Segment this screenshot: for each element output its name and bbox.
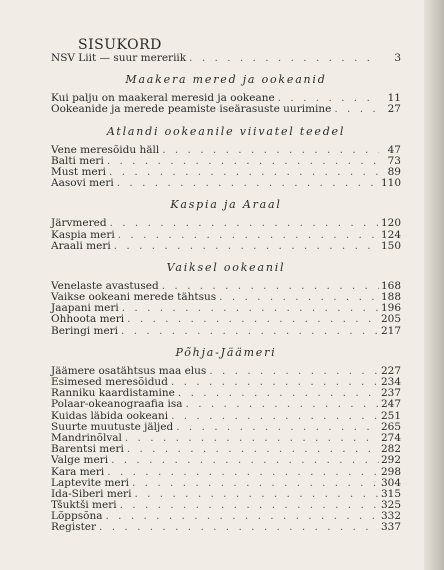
dot-leader — [114, 178, 379, 189]
section-heading: Vaiksel ookeanil — [166, 260, 286, 274]
toc-entry — [51, 511, 401, 522]
dot-leader — [107, 218, 379, 229]
dot-leader — [102, 511, 379, 522]
entry-title: Aasovi meri — [51, 177, 114, 190]
entry-page-number: 274 — [380, 431, 401, 444]
entry-title: Barentsi meri — [51, 443, 124, 456]
entry-page-number: 265 — [380, 420, 401, 433]
entry-title: NSV Liit — suur mereriik — [51, 52, 187, 64]
dot-leader — [183, 399, 379, 410]
dot-leader — [216, 292, 379, 303]
entry-page-number: 247 — [380, 398, 401, 411]
table-of-contents — [51, 53, 401, 534]
entry-page-number: 227 — [380, 364, 401, 377]
toc-entry — [51, 455, 401, 466]
dot-leader — [186, 53, 379, 64]
toc-entry — [51, 500, 401, 511]
dot-leader — [117, 500, 379, 511]
toc-entry — [51, 178, 401, 189]
entry-title: Vaikse ookeani merede tähtsus — [51, 291, 217, 304]
entry-title: Register — [51, 521, 97, 534]
toc-entry — [51, 314, 401, 325]
entry-title: Jaapani meri — [51, 302, 119, 315]
entry-title: Ohhoota meri — [51, 313, 125, 326]
entry-title: Lõppsõna — [51, 510, 103, 523]
dot-leader — [131, 489, 379, 500]
entry-title: Kuidas läbida ookeani — [51, 409, 169, 422]
entry-page-number: 120 — [380, 217, 401, 230]
toc-entry — [51, 241, 401, 252]
dot-leader — [111, 241, 379, 252]
entry-page-number: 315 — [380, 487, 401, 500]
dot-leader — [206, 366, 379, 377]
toc-entry — [51, 326, 401, 337]
dot-leader — [129, 478, 379, 489]
dot-leader — [106, 167, 379, 178]
section-heading: Kaspia ja Araal — [170, 198, 282, 212]
page-title: SISUKORD — [78, 37, 162, 53]
dot-leader — [104, 156, 379, 167]
entry-page-number: 47 — [387, 143, 401, 156]
entry-page-number: 282 — [380, 443, 401, 456]
entry-title: Tšuktši meri — [51, 499, 117, 512]
entry-page-number: 110 — [380, 177, 401, 190]
entry-page-number: 89 — [387, 165, 401, 178]
entry-page-number: 292 — [380, 454, 401, 467]
entry-title: Vene meresõidu häll — [51, 143, 160, 156]
entry-title: Valge meri — [51, 454, 109, 467]
dot-leader — [122, 433, 379, 444]
entry-title: Kui palju on maakeral meresid ja ookeane — [51, 92, 275, 105]
entry-title: Ida-Siberi meri — [51, 487, 132, 500]
toc-entry — [51, 522, 401, 533]
entry-page-number: 3 — [394, 52, 401, 64]
entry-title: Suurte muutuste jäljed — [51, 420, 174, 433]
entry-page-number: 73 — [387, 154, 401, 167]
dot-leader — [124, 444, 379, 455]
entry-page-number: 188 — [380, 291, 401, 304]
entry-page-number: 124 — [380, 228, 401, 241]
entry-title: Beringi meri — [51, 324, 119, 337]
entry-title: Esimesed meresõidud — [51, 376, 168, 388]
entry-title: Balti meri — [51, 154, 104, 167]
entry-page-number: 150 — [380, 239, 401, 252]
entry-page-number: 332 — [380, 510, 401, 523]
section-heading: Maakera mered ja ookeanid — [125, 73, 327, 87]
entry-title: Ranniku kaardistamine — [51, 387, 175, 400]
entry-title: Mandrinõlval — [51, 431, 122, 444]
toc-entry — [51, 104, 401, 115]
dot-leader — [108, 455, 379, 466]
entry-title: Kara meri — [51, 465, 105, 478]
dot-leader — [331, 104, 379, 115]
entry-title: Must meri — [51, 165, 107, 178]
dot-leader — [115, 230, 379, 241]
entry-page-number: 217 — [380, 324, 401, 337]
entry-title: Kaspia meri — [51, 228, 115, 241]
dot-leader — [119, 303, 379, 314]
dot-leader — [173, 422, 379, 433]
dot-leader — [118, 326, 379, 337]
dot-leader — [175, 388, 379, 399]
entry-page-number: 168 — [380, 279, 401, 292]
entry-title: Polaar-okeanograafia isa — [51, 398, 183, 411]
page-edge-shadow — [424, 0, 444, 570]
dot-leader — [168, 377, 379, 388]
entry-page-number: 205 — [380, 313, 401, 326]
entry-page-number: 11 — [387, 92, 401, 105]
section-heading: Atlandi ookeanile viivatel teedel — [106, 124, 346, 138]
toc-entry — [51, 230, 401, 241]
section-heading: Põhja-Jäämeri — [175, 345, 277, 359]
dot-leader — [104, 467, 379, 478]
entry-page-number: 304 — [380, 476, 401, 489]
dot-leader — [159, 145, 379, 156]
entry-page-number: 298 — [380, 465, 401, 478]
dot-leader — [124, 314, 379, 325]
dot-leader — [96, 522, 379, 533]
entry-page-number: 325 — [380, 499, 401, 512]
toc-entry — [51, 53, 401, 64]
entry-page-number: 234 — [380, 376, 401, 388]
entry-title: Ookeanide ja merede peamiste iseärasuste uurimine — [51, 103, 332, 116]
entry-title: Järvmered — [51, 217, 107, 230]
entry-page-number: 27 — [387, 103, 401, 116]
dot-leader — [168, 411, 379, 422]
entry-page-number: 237 — [380, 387, 401, 400]
entry-title: Jäämere osatähtsus maa elus — [51, 364, 207, 377]
toc-entry — [51, 467, 401, 478]
entry-title: Laptevite meri — [51, 476, 129, 489]
entry-title: Venelaste avastused — [51, 279, 159, 292]
entry-page-number: 337 — [380, 521, 401, 534]
entry-page-number: 251 — [380, 409, 401, 422]
toc-entry — [51, 399, 401, 410]
entry-title: Araali meri — [51, 239, 111, 252]
toc-entry — [51, 218, 401, 229]
entry-page-number: 196 — [380, 302, 401, 315]
